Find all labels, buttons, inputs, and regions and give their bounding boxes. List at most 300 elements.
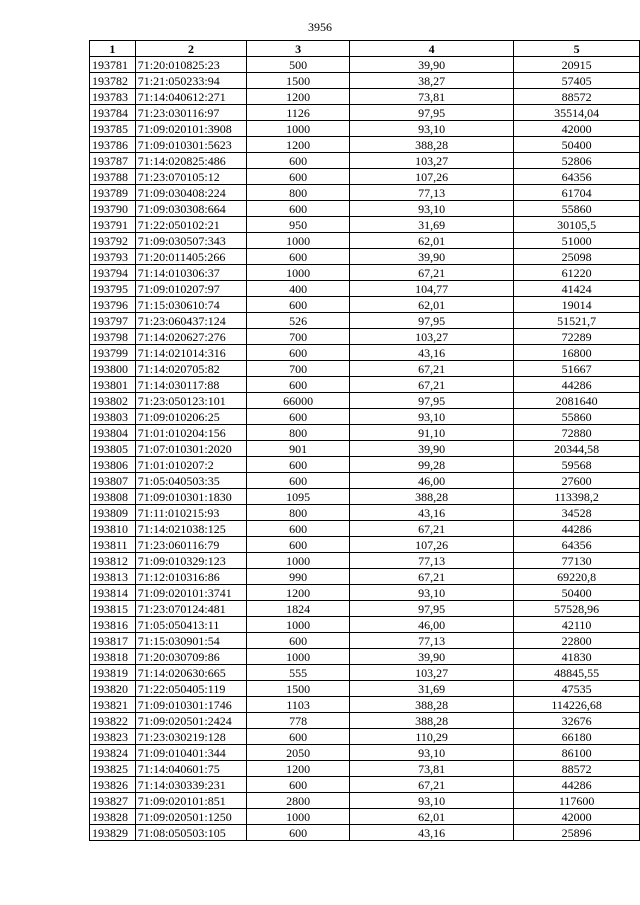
row-number-cell: 193817 [90,633,136,649]
column-header: 3 [247,41,350,57]
data-table [89,40,640,841]
cadastral-number-cell: 71:14:030339:231 [135,777,246,793]
row-number-cell: 193793 [90,249,136,265]
rate-cell: 97,95 [350,601,514,617]
area-cell: 600 [247,153,350,169]
cadastral-number-cell: 71:09:010206:25 [135,409,246,425]
column-header: 4 [350,41,514,57]
value-cell: 41424 [514,281,640,297]
area-cell: 901 [247,441,350,457]
area-cell: 600 [247,777,350,793]
rate-cell: 93,10 [350,201,514,217]
rate-cell: 39,90 [350,441,514,457]
area-cell: 600 [247,521,350,537]
rate-cell: 67,21 [350,569,514,585]
cadastral-number-cell: 71:23:070105:12 [135,169,246,185]
area-cell: 600 [247,377,350,393]
area-cell: 1000 [247,617,350,633]
row-number-cell: 193807 [90,473,136,489]
rate-cell: 31,69 [350,217,514,233]
column-header: 1 [90,41,136,57]
value-cell: 55860 [514,201,640,217]
value-cell: 64356 [514,537,640,553]
value-cell: 30105,5 [514,217,640,233]
area-cell: 2050 [247,745,350,761]
table-row [90,697,640,713]
table-row [90,633,640,649]
row-number-cell: 193821 [90,697,136,713]
value-cell: 51667 [514,361,640,377]
table-row [90,153,640,169]
row-number-cell: 193824 [90,745,136,761]
row-number-cell: 193811 [90,537,136,553]
table-row [90,409,640,425]
cadastral-number-cell: 71:20:010825:23 [135,57,246,73]
table-row [90,745,640,761]
rate-cell: 93,10 [350,585,514,601]
table-row [90,201,640,217]
rate-cell: 39,90 [350,57,514,73]
row-number-cell: 193799 [90,345,136,361]
value-cell: 41830 [514,649,640,665]
row-number-cell: 193820 [90,681,136,697]
area-cell: 800 [247,425,350,441]
table-row [90,825,640,841]
rate-cell: 97,95 [350,393,514,409]
cadastral-number-cell: 71:15:030610:74 [135,297,246,313]
row-number-cell: 193816 [90,617,136,633]
table-row [90,73,640,89]
rate-cell: 110,29 [350,729,514,745]
value-cell: 25896 [514,825,640,841]
rate-cell: 93,10 [350,793,514,809]
value-cell: 34528 [514,505,640,521]
table-row [90,265,640,281]
cadastral-number-cell: 71:22:050405:119 [135,681,246,697]
value-cell: 64356 [514,169,640,185]
table-row [90,793,640,809]
area-cell: 1000 [247,649,350,665]
value-cell: 61704 [514,185,640,201]
rate-cell: 67,21 [350,265,514,281]
cadastral-number-cell: 71:23:030116:97 [135,105,246,121]
row-number-cell: 193788 [90,169,136,185]
value-cell: 51521,7 [514,313,640,329]
row-number-cell: 193825 [90,761,136,777]
rate-cell: 93,10 [350,121,514,137]
row-number-cell: 193800 [90,361,136,377]
value-cell: 27600 [514,473,640,489]
value-cell: 32676 [514,713,640,729]
row-number-cell: 193806 [90,457,136,473]
value-cell: 44286 [514,521,640,537]
value-cell: 61220 [514,265,640,281]
table-row [90,585,640,601]
rate-cell: 73,81 [350,89,514,105]
area-cell: 1095 [247,489,350,505]
value-cell: 88572 [514,761,640,777]
area-cell: 1824 [247,601,350,617]
value-cell: 42000 [514,121,640,137]
area-cell: 526 [247,313,350,329]
area-cell: 600 [247,249,350,265]
rate-cell: 103,27 [350,153,514,169]
row-number-cell: 193814 [90,585,136,601]
rate-cell: 67,21 [350,377,514,393]
page-number: 3956 [308,20,332,34]
area-cell: 400 [247,281,350,297]
cadastral-number-cell: 71:23:070124:481 [135,601,246,617]
area-cell: 1200 [247,585,350,601]
table-row [90,521,640,537]
cadastral-number-cell: 71:14:021014:316 [135,345,246,361]
table-row [90,713,640,729]
cadastral-number-cell: 71:14:040601:75 [135,761,246,777]
rate-cell: 97,95 [350,105,514,121]
rate-cell: 67,21 [350,777,514,793]
value-cell: 52806 [514,153,640,169]
value-cell: 72289 [514,329,640,345]
area-cell: 2800 [247,793,350,809]
area-cell: 1000 [247,809,350,825]
cadastral-number-cell: 71:20:011405:266 [135,249,246,265]
cadastral-number-cell: 71:14:020825:486 [135,153,246,169]
cadastral-number-cell: 71:09:010207:97 [135,281,246,297]
area-cell: 1200 [247,761,350,777]
table-row [90,425,640,441]
value-cell: 35514,04 [514,105,640,121]
row-number-cell: 193808 [90,489,136,505]
rate-cell: 46,00 [350,617,514,633]
table-body [90,57,640,841]
value-cell: 22800 [514,633,640,649]
rate-cell: 104,77 [350,281,514,297]
table-row [90,169,640,185]
row-number-cell: 193809 [90,505,136,521]
table-row [90,345,640,361]
area-cell: 600 [247,457,350,473]
cadastral-number-cell: 71:23:060437:124 [135,313,246,329]
area-cell: 778 [247,713,350,729]
value-cell: 25098 [514,249,640,265]
table-row [90,361,640,377]
rate-cell: 39,90 [350,649,514,665]
rate-cell: 97,95 [350,313,514,329]
value-cell: 20344,58 [514,441,640,457]
row-number-cell: 193782 [90,73,136,89]
cadastral-number-cell: 71:05:040503:35 [135,473,246,489]
value-cell: 42110 [514,617,640,633]
value-cell: 59568 [514,457,640,473]
value-cell: 86100 [514,745,640,761]
rate-cell: 388,28 [350,489,514,505]
value-cell: 113398,2 [514,489,640,505]
cadastral-number-cell: 71:09:010401:344 [135,745,246,761]
rate-cell: 43,16 [350,505,514,521]
table-row [90,185,640,201]
value-cell: 47535 [514,681,640,697]
area-cell: 600 [247,537,350,553]
row-number-cell: 193826 [90,777,136,793]
cadastral-number-cell: 71:01:010204:156 [135,425,246,441]
row-number-cell: 193781 [90,57,136,73]
row-number-cell: 193803 [90,409,136,425]
cadastral-number-cell: 71:20:030709:86 [135,649,246,665]
area-cell: 800 [247,505,350,521]
row-number-cell: 193810 [90,521,136,537]
row-number-cell: 193790 [90,201,136,217]
value-cell: 42000 [514,809,640,825]
area-cell: 600 [247,409,350,425]
rate-cell: 107,26 [350,537,514,553]
cadastral-number-cell: 71:23:050123:101 [135,393,246,409]
cadastral-number-cell: 71:14:030117:88 [135,377,246,393]
cadastral-number-cell: 71:09:020501:2424 [135,713,246,729]
rate-cell: 99,28 [350,457,514,473]
row-number-cell: 193819 [90,665,136,681]
row-number-cell: 193823 [90,729,136,745]
table-row [90,489,640,505]
table-row [90,457,640,473]
value-cell: 57528,96 [514,601,640,617]
value-cell: 66180 [514,729,640,745]
area-cell: 1000 [247,553,350,569]
rate-cell: 388,28 [350,137,514,153]
table-row [90,601,640,617]
cadastral-number-cell: 71:14:020630:665 [135,665,246,681]
value-cell: 117600 [514,793,640,809]
row-number-cell: 193789 [90,185,136,201]
rate-cell: 77,13 [350,633,514,649]
rate-cell: 43,16 [350,345,514,361]
row-number-cell: 193801 [90,377,136,393]
value-cell: 57405 [514,73,640,89]
rate-cell: 93,10 [350,409,514,425]
value-cell: 2081640 [514,393,640,409]
row-number-cell: 193822 [90,713,136,729]
row-number-cell: 193786 [90,137,136,153]
row-number-cell: 193784 [90,105,136,121]
table-row [90,569,640,585]
row-number-cell: 193828 [90,809,136,825]
cadastral-number-cell: 71:09:030507:343 [135,233,246,249]
table-row [90,617,640,633]
table-row [90,665,640,681]
table-row [90,393,640,409]
cadastral-number-cell: 71:09:020101:851 [135,793,246,809]
cadastral-number-cell: 71:09:020101:3741 [135,585,246,601]
cadastral-number-cell: 71:14:020627:276 [135,329,246,345]
cadastral-number-cell: 71:09:020501:1250 [135,809,246,825]
row-number-cell: 193783 [90,89,136,105]
value-cell: 44286 [514,777,640,793]
area-cell: 600 [247,473,350,489]
cadastral-number-cell: 71:08:050503:105 [135,825,246,841]
cadastral-number-cell: 71:05:050413:11 [135,617,246,633]
table-row [90,809,640,825]
table-row [90,537,640,553]
cadastral-number-cell: 71:23:060116:79 [135,537,246,553]
rate-cell: 38,27 [350,73,514,89]
area-cell: 800 [247,185,350,201]
area-cell: 1000 [247,265,350,281]
rate-cell: 388,28 [350,713,514,729]
cadastral-number-cell: 71:21:050233:94 [135,73,246,89]
row-number-cell: 193812 [90,553,136,569]
value-cell: 55860 [514,409,640,425]
rate-cell: 388,28 [350,697,514,713]
value-cell: 114226,68 [514,697,640,713]
cadastral-number-cell: 71:01:010207:2 [135,457,246,473]
row-number-cell: 193827 [90,793,136,809]
cadastral-number-cell: 71:22:050102:21 [135,217,246,233]
area-cell: 950 [247,217,350,233]
row-number-cell: 193794 [90,265,136,281]
area-cell: 1000 [247,121,350,137]
area-cell: 1500 [247,73,350,89]
rate-cell: 62,01 [350,297,514,313]
cadastral-number-cell: 71:09:010301:1746 [135,697,246,713]
row-number-cell: 193804 [90,425,136,441]
value-cell: 77130 [514,553,640,569]
area-cell: 555 [247,665,350,681]
cadastral-number-cell: 71:11:010215:93 [135,505,246,521]
area-cell: 66000 [247,393,350,409]
area-cell: 990 [247,569,350,585]
row-number-cell: 193813 [90,569,136,585]
cadastral-number-cell: 71:09:020101:3908 [135,121,246,137]
cadastral-number-cell: 71:09:010301:1830 [135,489,246,505]
area-cell: 600 [247,201,350,217]
rate-cell: 31,69 [350,681,514,697]
cadastral-number-cell: 71:09:030408:224 [135,185,246,201]
area-cell: 1500 [247,681,350,697]
rate-cell: 103,27 [350,329,514,345]
value-cell: 48845,55 [514,665,640,681]
cadastral-number-cell: 71:09:010329:123 [135,553,246,569]
table-row [90,729,640,745]
area-cell: 600 [247,729,350,745]
rate-cell: 73,81 [350,761,514,777]
header-row [90,41,640,57]
area-cell: 1103 [247,697,350,713]
table-row [90,57,640,73]
value-cell: 20915 [514,57,640,73]
cadastral-number-cell: 71:09:030308:664 [135,201,246,217]
row-number-cell: 193792 [90,233,136,249]
row-number-cell: 193787 [90,153,136,169]
table-row [90,233,640,249]
value-cell: 50400 [514,137,640,153]
table-row [90,649,640,665]
table-row [90,297,640,313]
row-number-cell: 193798 [90,329,136,345]
rate-cell: 93,10 [350,745,514,761]
rate-cell: 67,21 [350,361,514,377]
column-header: 2 [135,41,246,57]
cadastral-number-cell: 71:14:010306:37 [135,265,246,281]
table-row [90,473,640,489]
row-number-cell: 193796 [90,297,136,313]
area-cell: 500 [247,57,350,73]
area-cell: 600 [247,169,350,185]
cadastral-number-cell: 71:14:040612:271 [135,89,246,105]
table-row [90,681,640,697]
rate-cell: 77,13 [350,553,514,569]
area-cell: 600 [247,297,350,313]
rate-cell: 46,00 [350,473,514,489]
cadastral-number-cell: 71:07:010301:2020 [135,441,246,457]
row-number-cell: 193797 [90,313,136,329]
table-row [90,121,640,137]
row-number-cell: 193802 [90,393,136,409]
area-cell: 700 [247,361,350,377]
area-cell: 1126 [247,105,350,121]
value-cell: 16800 [514,345,640,361]
table-row [90,217,640,233]
cadastral-number-cell: 71:23:030219:128 [135,729,246,745]
table-row [90,377,640,393]
row-number-cell: 193785 [90,121,136,137]
rate-cell: 103,27 [350,665,514,681]
area-cell: 600 [247,345,350,361]
area-cell: 600 [247,825,350,841]
table-row [90,761,640,777]
area-cell: 1200 [247,89,350,105]
table-row [90,105,640,121]
cadastral-number-cell: 71:14:021038:125 [135,521,246,537]
rate-cell: 77,13 [350,185,514,201]
table-row [90,137,640,153]
area-cell: 1200 [247,137,350,153]
row-number-cell: 193805 [90,441,136,457]
row-number-cell: 193829 [90,825,136,841]
row-number-cell: 193818 [90,649,136,665]
table-row [90,249,640,265]
rate-cell: 62,01 [350,809,514,825]
row-number-cell: 193791 [90,217,136,233]
value-cell: 69220,8 [514,569,640,585]
table-row [90,281,640,297]
table-row [90,505,640,521]
rate-cell: 107,26 [350,169,514,185]
table-row [90,89,640,105]
rate-cell: 91,10 [350,425,514,441]
area-cell: 700 [247,329,350,345]
value-cell: 44286 [514,377,640,393]
value-cell: 50400 [514,585,640,601]
value-cell: 72880 [514,425,640,441]
area-cell: 600 [247,633,350,649]
value-cell: 19014 [514,297,640,313]
table-row [90,441,640,457]
rate-cell: 43,16 [350,825,514,841]
row-number-cell: 193815 [90,601,136,617]
value-cell: 88572 [514,89,640,105]
cadastral-number-cell: 71:14:020705:82 [135,361,246,377]
area-cell: 1000 [247,233,350,249]
cadastral-number-cell: 71:12:010316:86 [135,569,246,585]
rate-cell: 39,90 [350,249,514,265]
table-row [90,553,640,569]
table-row [90,329,640,345]
rate-cell: 67,21 [350,521,514,537]
table-row [90,313,640,329]
value-cell: 51000 [514,233,640,249]
rate-cell: 62,01 [350,233,514,249]
row-number-cell: 193795 [90,281,136,297]
table-row [90,777,640,793]
